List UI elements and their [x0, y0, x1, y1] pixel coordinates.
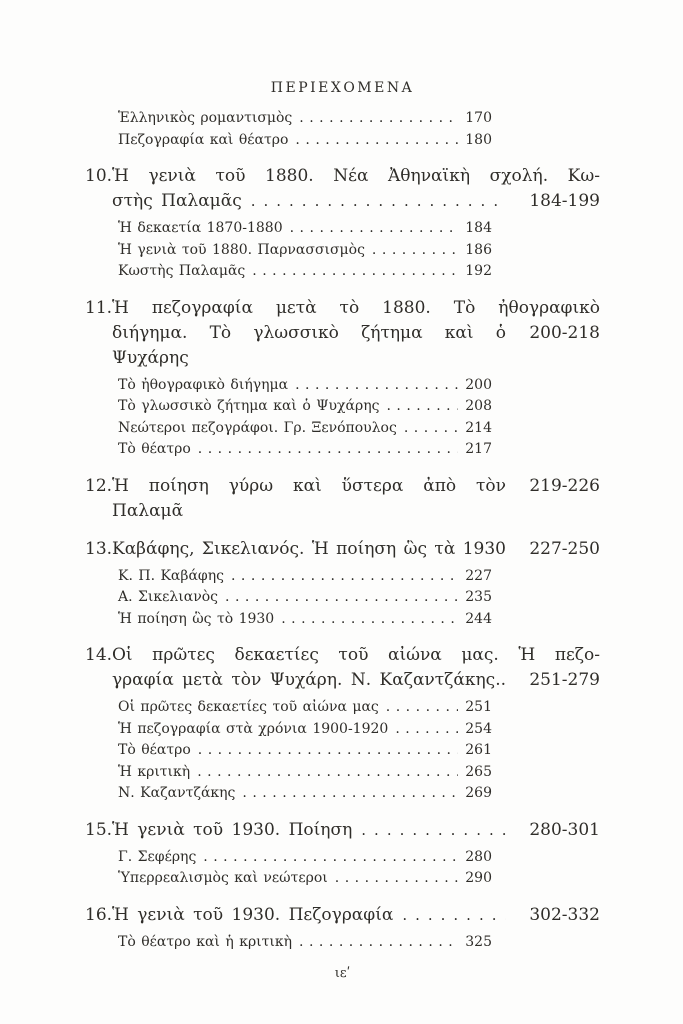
toc-subentry: [118, 439, 492, 461]
dot-leader: [386, 697, 458, 719]
subentry-page-number: 280: [465, 848, 492, 865]
chapter-title-line: Ἡ γενιὰ τοῦ 1880. Νέα Ἀθηναϊκὴ σχολή. Κω-: [112, 166, 600, 186]
toc-subentry: [118, 719, 492, 741]
subentry-page-number: 261: [465, 742, 492, 758]
subentry-title: Ἡ δεκαετία 1870-1880: [118, 220, 283, 236]
chapter-entry: [85, 818, 600, 843]
toc-subentry: [118, 566, 492, 588]
subentry-page-number: 325: [465, 933, 492, 950]
chapter-title-lastline: [112, 321, 600, 371]
toc-subentry: [118, 609, 492, 631]
dot-leader: [299, 932, 458, 954]
subentry-title: Τὸ θέατρο καὶ ἡ κριτικὴ: [118, 933, 293, 950]
subentry-page-number: 265: [465, 763, 492, 780]
toc-subentry: [118, 762, 492, 784]
chapter-title-block: [112, 537, 600, 562]
toc-subentry: [118, 932, 492, 954]
dot-leader: [372, 240, 458, 262]
subentry-title: Ἑλληνικὸς ρομαντισμὸς: [118, 110, 293, 126]
subentry-list: [85, 932, 600, 954]
dot-leader: [197, 762, 458, 784]
subentry-title: Ἡ γενιὰ τοῦ 1880. Παρνασσισμὸς: [118, 241, 365, 258]
chapter-title-line: Ἡ ποίηση γύρω καὶ ὕστερα ἀπὸ τὸν Παλαμᾶ: [112, 475, 506, 521]
chapter-title-line: Ἡ πεζογραφία μετὰ τὸ 1880. Τὸ ἠθογραφικὸ: [112, 297, 600, 318]
toc-content: [85, 80, 600, 981]
toc-subentry: [118, 418, 492, 440]
chapter-title-line: στὴς Παλαμᾶς: [112, 191, 242, 211]
toc-section-12: [85, 474, 600, 524]
chapter-title-lastline: [112, 668, 600, 693]
subentry-title: Γ. Σεφέρης: [118, 848, 197, 865]
toc-section-15: [85, 818, 600, 890]
chapter-entry: [85, 903, 600, 928]
subentry-title: Ἡ πεζογραφία στὰ χρόνια 1900-1920: [118, 720, 389, 737]
chapter-number: 14.: [85, 645, 113, 665]
subentry-list: [85, 847, 600, 890]
chapter-title-line: Οἱ πρῶτες δεκαετίες τοῦ αἰώνα μας. Ἡ πεζο-: [112, 645, 600, 665]
chapter-title-block: [112, 643, 600, 693]
chapter-title-lastline: [112, 537, 600, 562]
dot-leader: [198, 740, 458, 762]
subentry-page-number: 290: [465, 870, 492, 886]
chapter-title-block: [112, 818, 600, 843]
dot-leader: [404, 418, 458, 440]
chapter-entry: [85, 643, 600, 693]
chapter-number: 10.: [85, 166, 113, 186]
subentry-title: Ἡ ποίηση ὣς τὸ 1930: [118, 610, 275, 627]
subentry-title: Ὑπερρεαλισμὸς καὶ νεώτεροι: [118, 870, 328, 886]
chapter-number: 13.: [85, 538, 113, 559]
chapter-page-range: 200-218: [529, 322, 600, 343]
dot-leader: [395, 719, 458, 741]
chapter-title-line: Καβάφης, Σικελιανός. Ἡ ποίηση ὣς τὰ 1930: [112, 538, 506, 559]
chapter-title-line: Ἡ γενιὰ τοῦ 1930. Ποίηση: [112, 819, 353, 840]
subentry-title: Ν. Καζαντζάκης: [118, 785, 236, 801]
subentry-title: Κ. Π. Καβάφης: [118, 567, 224, 584]
dot-leader: [361, 818, 506, 843]
chapter-page-range: 302-332: [529, 904, 600, 925]
toc-section-11: [85, 296, 600, 461]
toc-subentry: [118, 697, 492, 719]
subentry-page-number: 269: [465, 785, 492, 801]
subentry-page-number: 214: [465, 419, 492, 436]
dot-leader: [295, 130, 458, 152]
chapter-entry: [85, 474, 600, 524]
subentry-page-number: 200: [465, 376, 492, 393]
subentry-page-number: 235: [465, 589, 492, 605]
subentry-page-number: 244: [465, 610, 492, 627]
toc-subentry: [118, 868, 492, 890]
subentry-title: Οἱ πρῶτες δεκαετίες τοῦ αἰώνα μας: [118, 699, 379, 715]
subentry-title: Πεζογραφία καὶ θέατρο: [118, 131, 289, 148]
toc-section-13: [85, 537, 600, 631]
subentry-list: [85, 218, 600, 283]
subentry-list: [85, 375, 600, 461]
toc-subentry: [118, 218, 492, 240]
dot-leader: [299, 108, 458, 130]
chapter-entry: [85, 164, 600, 214]
chapter-page-range: 227-250: [529, 538, 600, 559]
dot-leader: [402, 903, 506, 928]
subentry-title: Ἡ κριτικὴ: [118, 763, 191, 780]
subentry-title: Τὸ θέατρο: [118, 742, 191, 758]
chapter-title-block: [112, 903, 600, 928]
subentry-page-number: 180: [465, 131, 492, 148]
toc-subentry: [118, 587, 492, 609]
toc-subentry: [118, 396, 492, 418]
dot-leader: [290, 218, 458, 240]
toc-subentry: [118, 240, 492, 262]
toc-subentry: [118, 783, 492, 805]
subentry-page-number: 184: [465, 220, 492, 236]
dot-leader: [281, 609, 458, 631]
chapter-title-line: διήγημα. Τὸ γλωσσικὸ ζήτημα καὶ ὁ Ψυχάρης: [112, 322, 506, 368]
chapter-title-line: Ἡ γενιὰ τοῦ 1930. Πεζογραφία: [112, 904, 394, 925]
subentry-page-number: 227: [465, 567, 492, 584]
subentry-page-number: 170: [465, 110, 492, 126]
dot-leader: [242, 783, 458, 805]
chapter-title-lastline: [112, 818, 600, 843]
toc-subentry: [118, 108, 492, 130]
subentry-list: [85, 697, 600, 805]
toc-subentry: [118, 847, 492, 869]
page-title: ΠΕΡΙΕΧΟΜΕΝΑ: [270, 80, 415, 96]
subentry-page-number: 192: [465, 263, 492, 279]
subentry-page-number: 217: [465, 441, 492, 457]
chapter-number: 11.: [85, 297, 113, 318]
toc-section-14: [85, 643, 600, 805]
chapter-title-line: γραφία μετὰ τὸν Ψυχάρη. Ν. Καζαντζάκης..: [112, 670, 506, 690]
subentry-title: Νεώτεροι πεζογράφοι. Γρ. Ξενόπουλος: [118, 419, 397, 436]
chapter-entry: [85, 537, 600, 562]
chapter-title-block: [112, 474, 600, 524]
chapter-title-lastline: [112, 903, 600, 928]
chapter-page-range: 251-279: [529, 670, 600, 690]
subentry-title: Τὸ θέατρο: [118, 441, 191, 457]
toc-subentry: [118, 375, 492, 397]
subentry-title: Τὸ γλωσσικὸ ζήτημα καὶ ὁ Ψυχάρης: [118, 398, 380, 414]
chapter-title-lastline: [112, 189, 600, 214]
dot-leader: [251, 189, 506, 214]
dot-leader: [335, 868, 458, 890]
dot-leader: [225, 587, 458, 609]
subentry-page-number: 186: [465, 241, 492, 258]
chapter-number: 15.: [85, 819, 113, 840]
subentry-page-number: 251: [465, 699, 492, 715]
toc-section-10: [85, 164, 600, 283]
subentry-page-number: 208: [465, 398, 492, 414]
dot-leader: [252, 261, 458, 283]
subentry-title: Κωστὴς Παλαμᾶς: [118, 263, 246, 279]
dot-leader: [231, 566, 458, 588]
dot-leader: [198, 439, 458, 461]
subentry-list: [85, 566, 600, 631]
chapter-title-lastline: [112, 474, 600, 524]
chapter-entry: [85, 296, 600, 371]
dot-leader: [386, 396, 458, 418]
toc-section-16: [85, 903, 600, 954]
toc-subentry: [118, 261, 492, 283]
chapter-page-range: 219-226: [529, 475, 600, 496]
chapter-title-block: [112, 164, 600, 214]
toc-subentry: [118, 130, 492, 152]
toc-subentry: [118, 740, 492, 762]
chapter-page-range: 280-301: [529, 819, 600, 840]
dot-leader: [295, 375, 458, 397]
folio-marker: ιεʹ: [334, 966, 351, 981]
dot-leader: [203, 847, 458, 869]
chapter-title-block: [112, 296, 600, 371]
subentry-title: Α. Σικελιανὸς: [118, 589, 218, 605]
chapter-page-range: 184-199: [529, 191, 600, 211]
chapter-number: 16.: [85, 904, 113, 925]
subentry-page-number: 254: [465, 720, 492, 737]
continued-subentry-list: [85, 108, 600, 151]
chapter-number: 12.: [85, 475, 113, 496]
subentry-title: Τὸ ἠθογραφικὸ διήγημα: [118, 376, 289, 393]
